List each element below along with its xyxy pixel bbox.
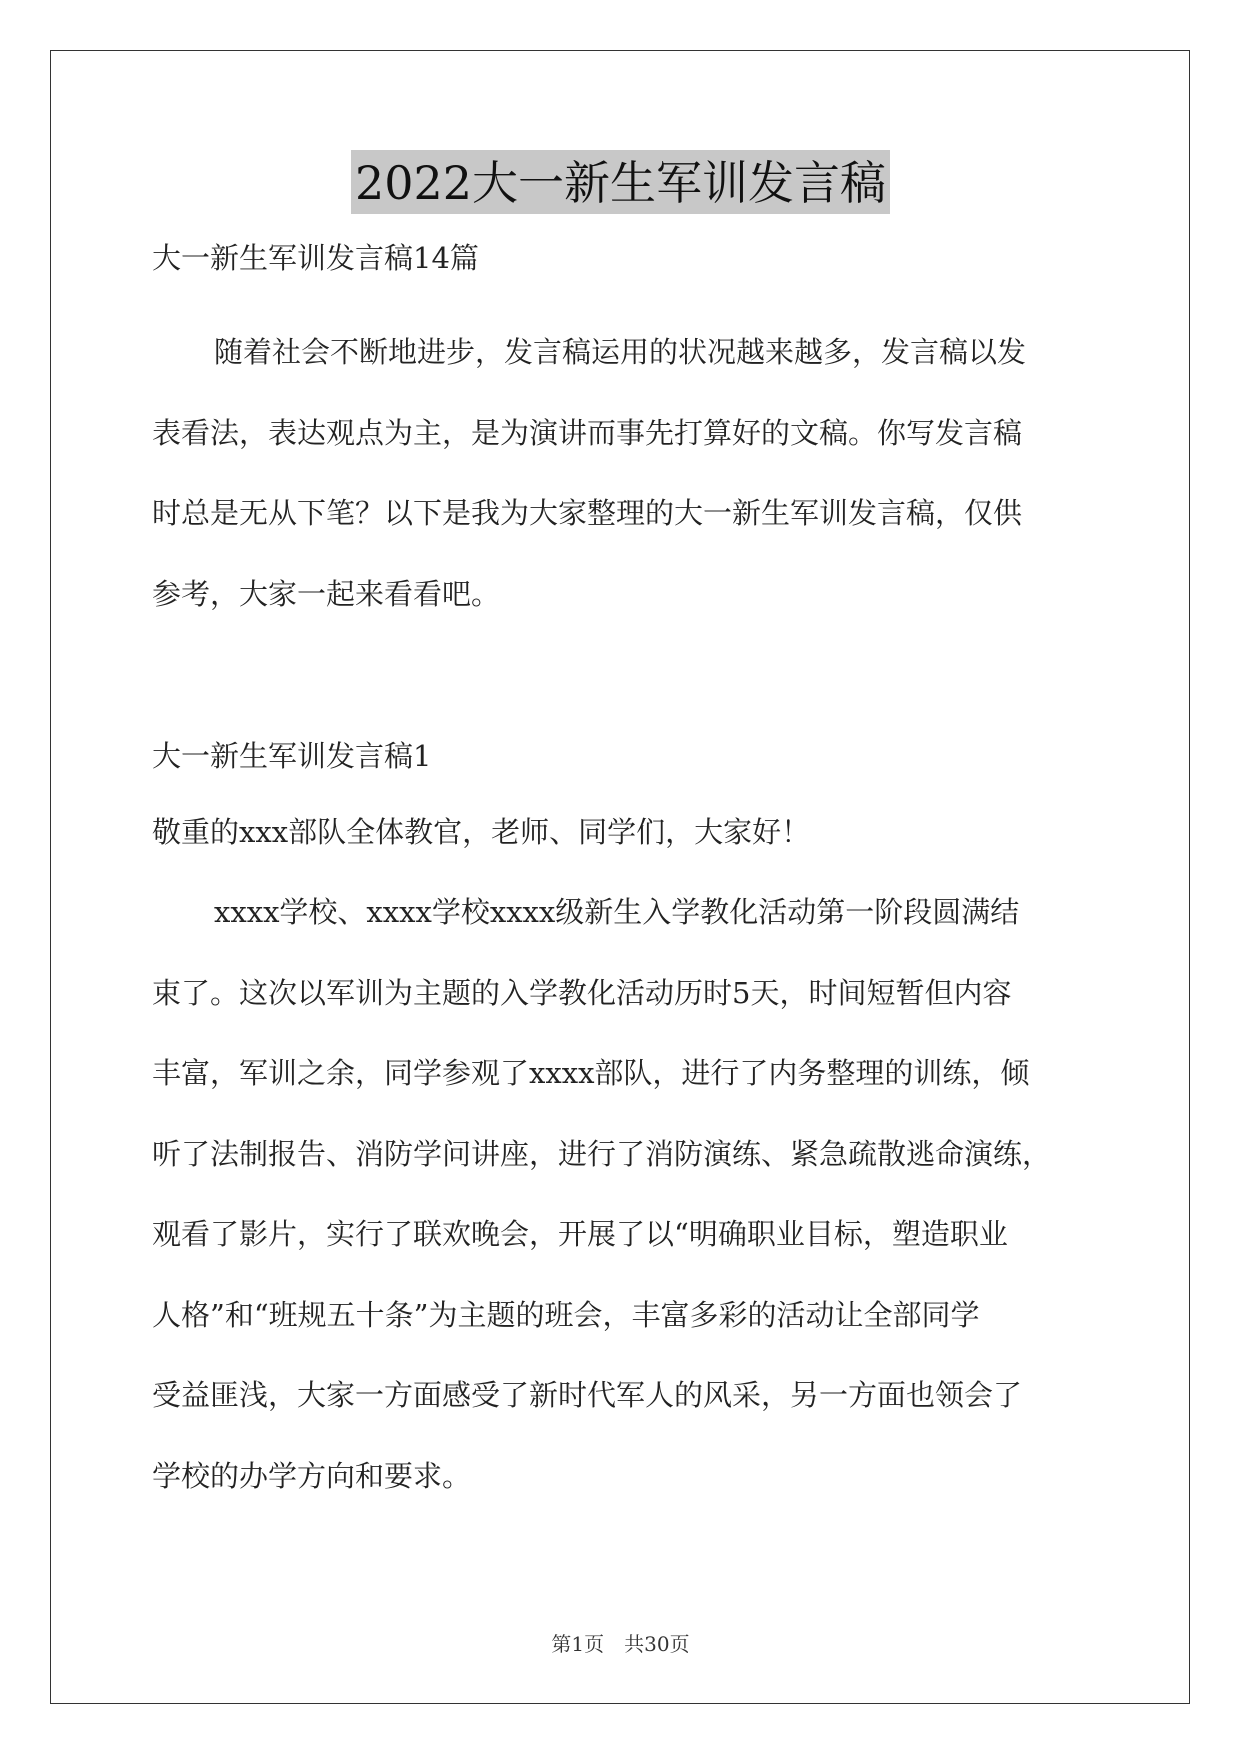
greeting-line: 敬重的xxx部队全体教官，老师、同学们，大家好！ bbox=[152, 815, 811, 849]
body-line: 观看了影片，实行了联欢晚会，开展了以“明确职业目标，塑造职业 bbox=[152, 1217, 1008, 1251]
intro-line: 表看法，表达观点为主，是为演讲而事先打算好的文稿。你写发言稿 bbox=[152, 415, 1023, 450]
body-line: 束了。这次以军训为主题的入学教化活动历时5天，时间短暂但内容 bbox=[152, 975, 1012, 1010]
body-paragraph bbox=[152, 872, 1092, 1516]
body-line: 人格”和“班规五十条”为主题的班会，丰富多彩的活动让全部同学 bbox=[152, 1297, 980, 1332]
body-line: 学校的办学方向和要求。 bbox=[152, 1458, 472, 1493]
body-line: 受益匪浅，大家一方面感受了新时代军人的风采，另一方面也领会了 bbox=[152, 1378, 1023, 1412]
title-container bbox=[0, 150, 1241, 214]
body-line: 丰富，军训之余，同学参观了xxxx部队，进行了内务整理的训练，倾 bbox=[152, 1056, 1030, 1090]
intro-line: 参考，大家一起来看看吧。 bbox=[152, 576, 501, 611]
body-line: 听了法制报告、消防学问讲座，进行了消防演练、紧急疏散逃命演练， bbox=[152, 1136, 1052, 1171]
document-title: 2022大一新生军训发言稿 bbox=[351, 150, 890, 214]
section-title: 大一新生军训发言稿1 bbox=[152, 739, 432, 773]
page-number-footer: 第1页 共30页 bbox=[551, 1632, 690, 1656]
body-line: xxxx学校、xxxx学校xxxx级新生入学教化活动第一阶段圆满结 bbox=[214, 895, 1020, 929]
document-body bbox=[152, 232, 1092, 1516]
intro-line: 时总是无从下笔？以下是我为大家整理的大一新生军训发言稿，仅供 bbox=[152, 496, 1023, 530]
intro-paragraph bbox=[152, 312, 1092, 634]
document-subtitle: 大一新生军训发言稿14篇 bbox=[152, 241, 479, 275]
intro-line: 随着社会不断地进步，发言稿运用的状况越来越多，发言稿以发 bbox=[214, 335, 1027, 369]
